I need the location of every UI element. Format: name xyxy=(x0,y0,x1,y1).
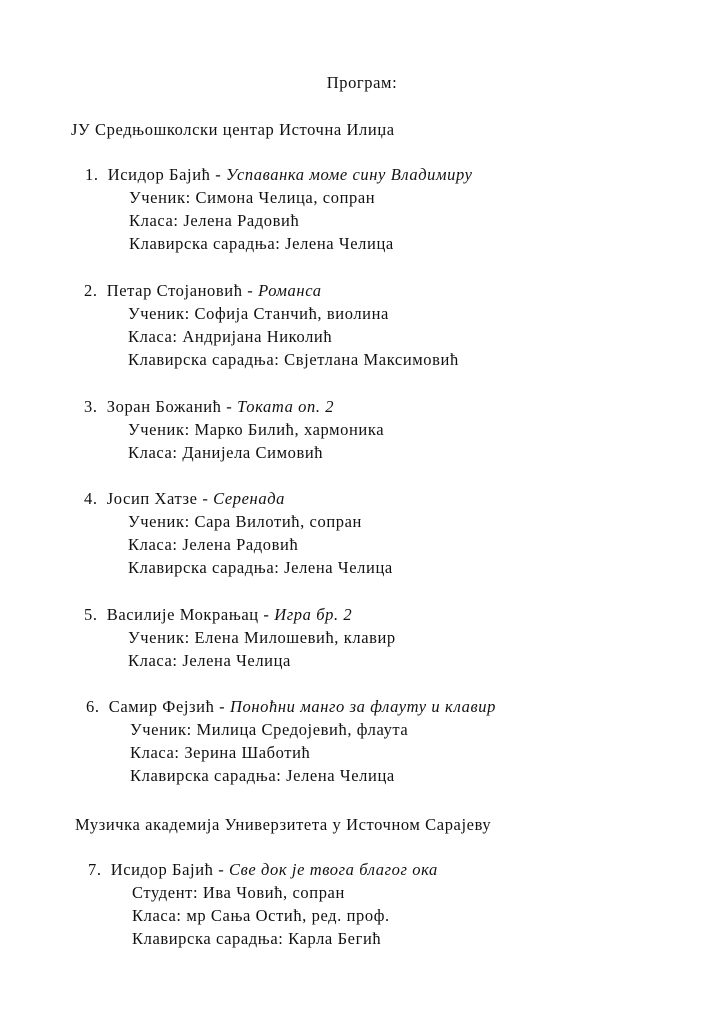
work-title: Серенада xyxy=(213,489,285,508)
program-item-3 xyxy=(84,397,384,466)
program-item-6 xyxy=(86,697,496,790)
class-line: Класа: Андријана Николић xyxy=(128,327,333,347)
item-heading: 1. Исидор Бајић - Успаванка моме сину Владимиру xyxy=(85,165,473,184)
program-item-1 xyxy=(85,165,473,258)
work-title: Романса xyxy=(258,281,322,300)
composer: Исидор Бајић - xyxy=(110,860,230,879)
accompanist-line: Клавирска сарадња: Јелена Челица xyxy=(128,558,393,578)
composer: Самир Фејзић - xyxy=(108,697,230,716)
performer-line: Ученик: Марко Билић, хармоника xyxy=(128,420,385,439)
accompanist-line: Клавирска сарадња: Свјетлана Максимовић xyxy=(128,350,459,370)
item-heading: 4. Јосип Хатзе - Серенада xyxy=(84,489,285,508)
section-heading-1: ЈУ Средњошколски центар Источна Илиџа xyxy=(71,120,395,139)
performer-line: Ученик: Софија Станчић, виолина xyxy=(128,304,389,323)
composer: Василије Мокрањац - xyxy=(106,605,275,624)
program-item-4 xyxy=(84,489,393,582)
program-item-7 xyxy=(88,860,438,953)
work-title: Успаванка моме сину Владимиру xyxy=(226,165,473,184)
composer: Исидор Бајић - xyxy=(107,165,227,184)
item-heading: 7. Исидор Бајић - Све док је твога благог ока xyxy=(88,860,438,879)
work-title: Токата оп. 2 xyxy=(237,397,335,416)
class-line: Класа: Зерина Шаботић xyxy=(130,743,311,763)
class-line: Класа: Јелена Радовић xyxy=(128,535,299,555)
composer: Петар Стојановић - xyxy=(106,281,259,300)
item-heading: 5. Василије Мокрањац - Игра бр. 2 xyxy=(84,605,353,624)
composer: Зоран Божанић - xyxy=(106,397,238,416)
work-title: Игра бр. 2 xyxy=(274,605,353,624)
work-title: Све док је твога благог ока xyxy=(229,860,438,879)
performer-line: Ученик: Милица Средојевић, флаута xyxy=(130,720,409,739)
program-item-5 xyxy=(84,605,396,674)
class-line: Класа: Јелена Челица xyxy=(128,651,291,671)
composer: Јосип Хатзе - xyxy=(106,489,214,508)
section-heading-2: Музичка академија Универзитета у Источном Сарајеву xyxy=(75,815,492,834)
page-title: Програм: xyxy=(326,73,398,92)
item-heading: 3. Зоран Божанић - Токата оп. 2 xyxy=(84,397,335,416)
item-heading: 2. Петар Стојановић - Романса xyxy=(84,281,322,300)
performer-line: Ученик: Сара Вилотић, сопран xyxy=(128,512,362,531)
accompanist-line: Клавирска сарадња: Јелена Челица xyxy=(129,234,394,254)
item-heading: 6. Самир Фејзић - Поноћни манго за флауту и клавир xyxy=(86,697,496,716)
performer-line: Ученик: Елена Милошевић, клавир xyxy=(128,628,396,647)
performer-line: Ученик: Симона Челица, сопран xyxy=(129,188,376,207)
performer-line: Студент: Ива Човић, сопран xyxy=(132,883,345,902)
class-line: Класа: Јелена Радовић xyxy=(129,211,300,231)
accompanist-line: Клавирска сарадња: Карла Бегић xyxy=(132,929,382,949)
class-line: Класа: Данијела Симовић xyxy=(128,443,324,463)
program-item-2 xyxy=(84,281,459,374)
work-title: Поноћни манго за флауту и клавир xyxy=(230,697,496,716)
class-line: Класа: мр Сања Остић, ред. проф. xyxy=(132,906,390,926)
accompanist-line: Клавирска сарадња: Јелена Челица xyxy=(130,766,395,786)
